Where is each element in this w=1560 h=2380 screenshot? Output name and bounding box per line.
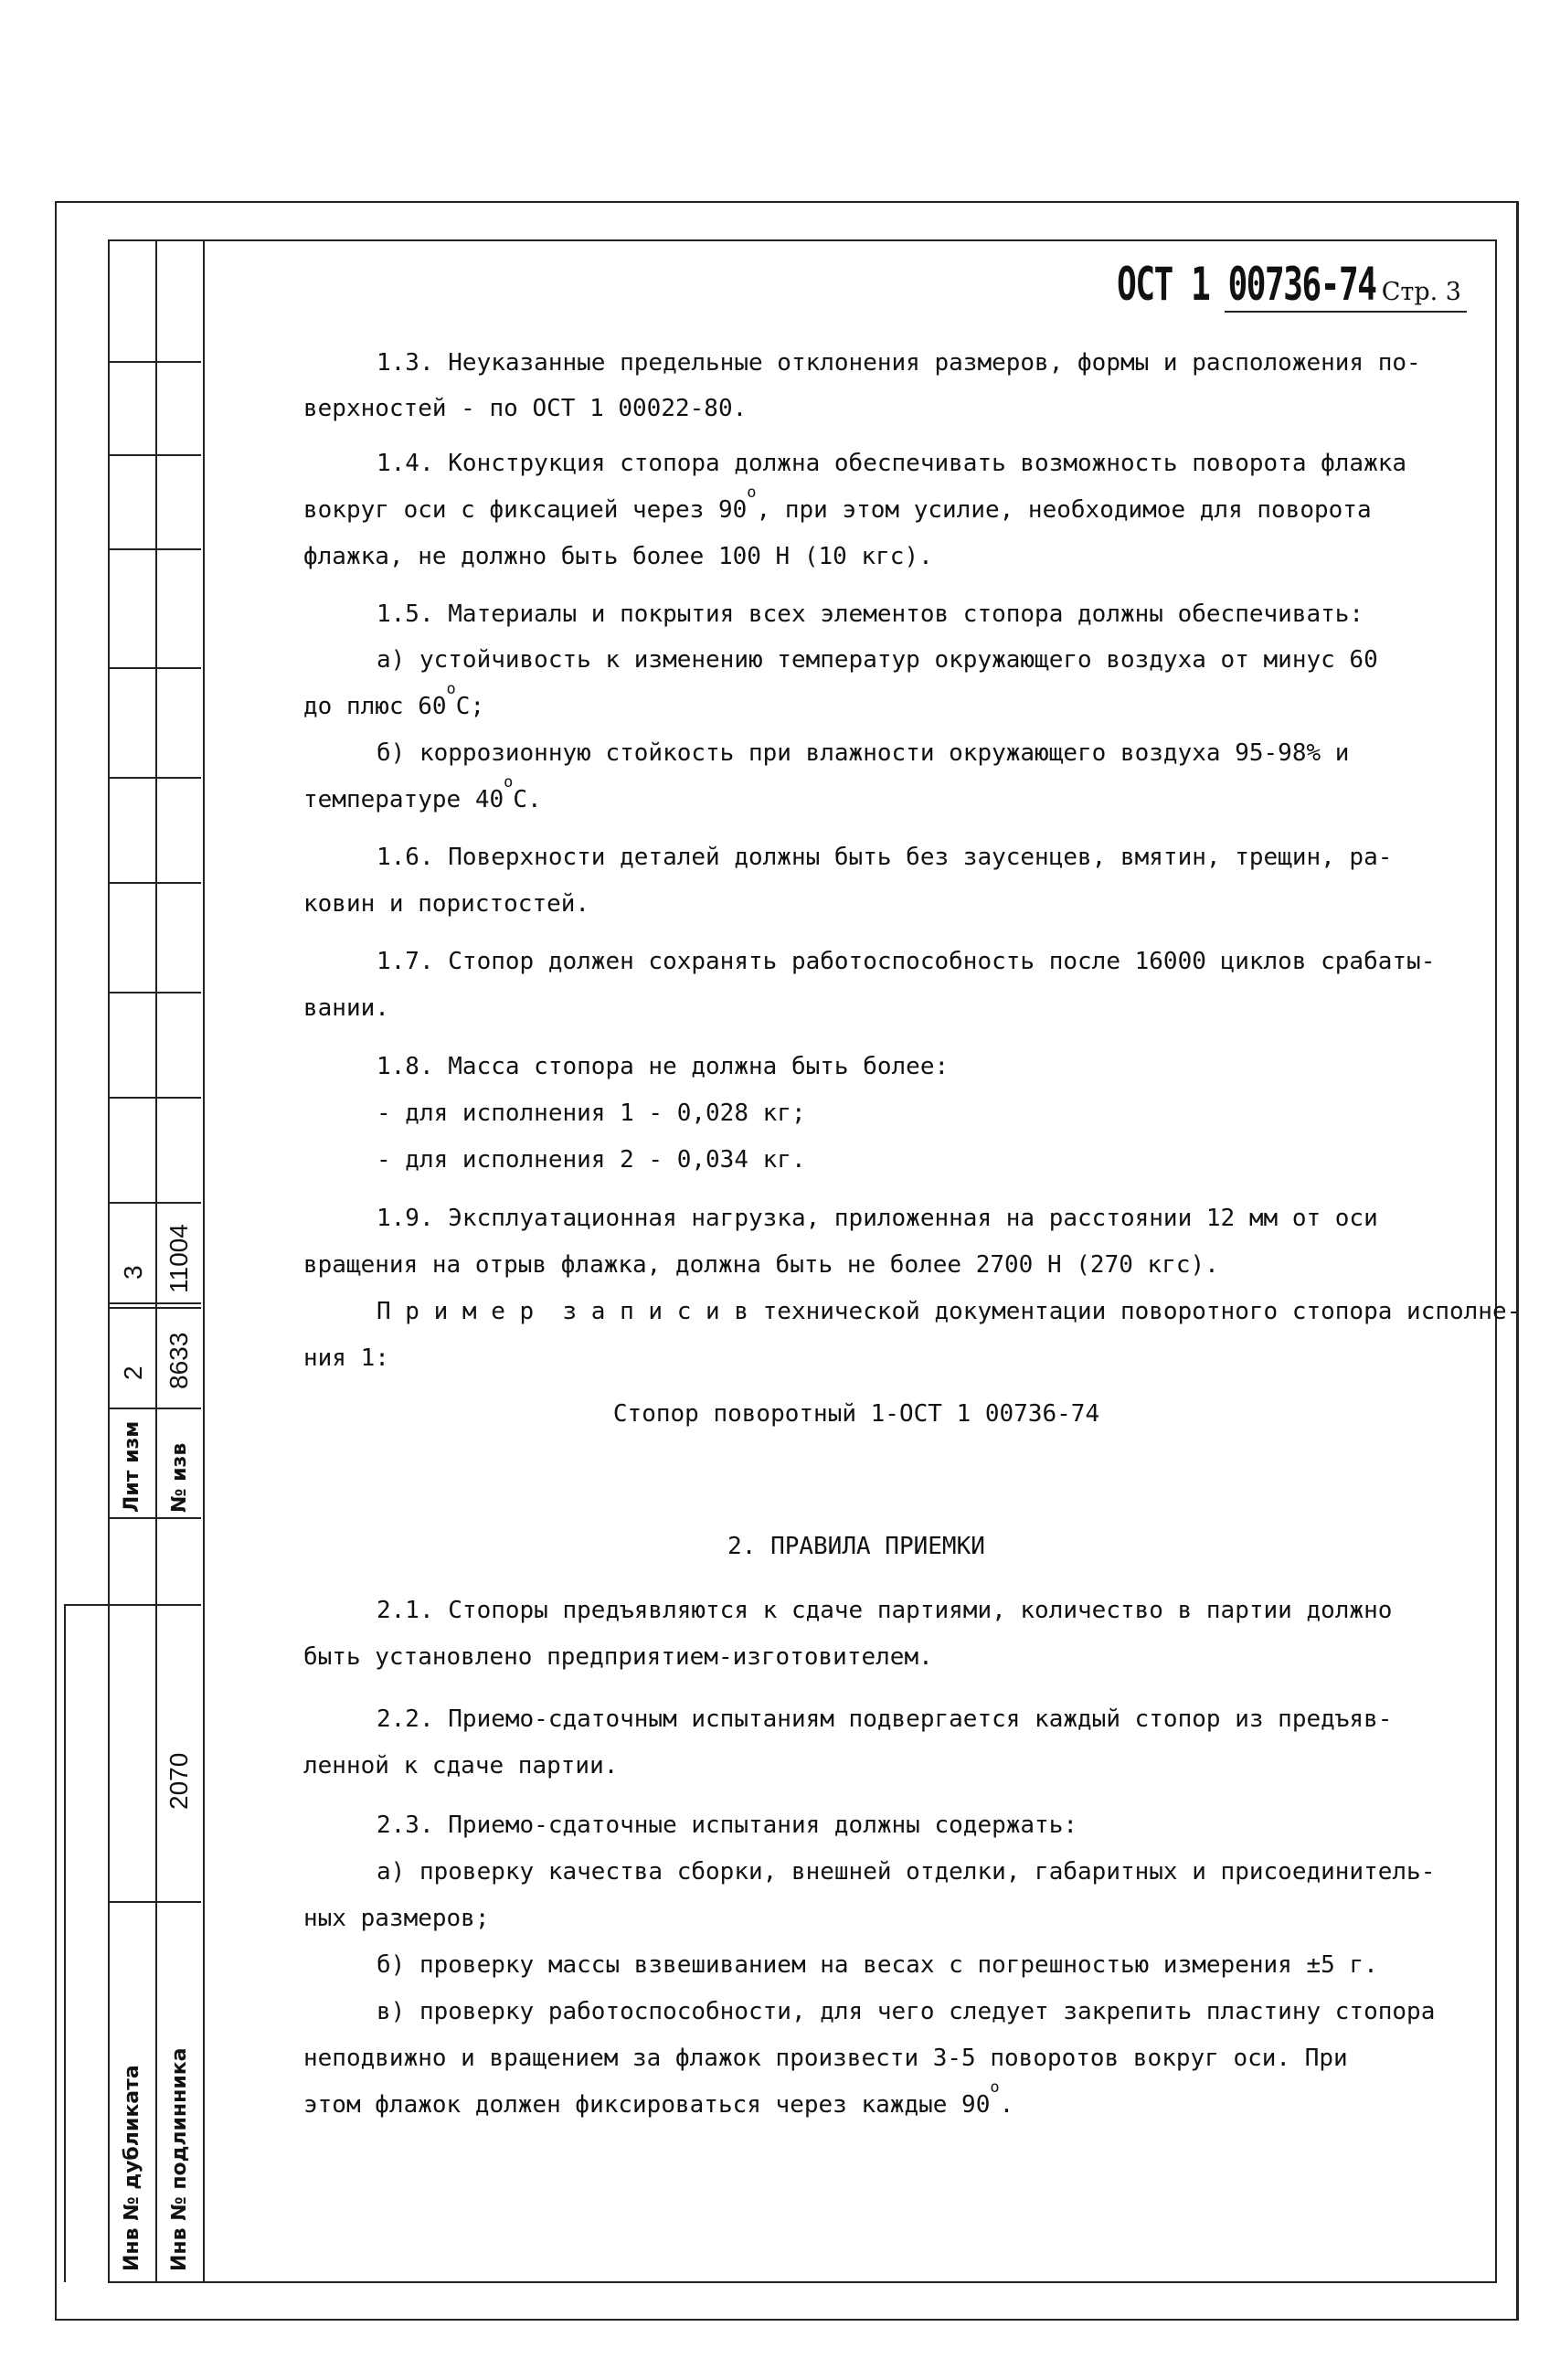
side-divider [110,454,201,456]
side-divider [110,992,201,993]
side-divider [110,1901,201,1903]
text-line: до плюс 60$^o$С; [303,680,485,720]
side-val-8633: 8633 [164,1332,193,1389]
text-line: б) коррозионную стойкость при влажности окружающего воздуха 95-98% и [377,739,1350,767]
text-line: а) проверку качества сборки, внешней отделки, габаритных и присоединитель- [377,1858,1436,1886]
side-label-dup: Инв № дубликата [121,2065,143,2271]
para-2-1: 2.1. Стопоры предъявляются к сдаче партиями, количество в партии должно [377,1597,1393,1624]
header-underline [1225,311,1467,313]
text-line: - для исполнения 1 - 0,028 кг; [377,1100,806,1127]
side-divider [110,667,201,669]
side-divider [110,1307,201,1309]
side-divider [110,1202,201,1204]
side-label-lit-izm: Лит изм [121,1420,143,1513]
text-line: а) устойчивость к изменению температур окружающего воздуха от минус 60 [377,646,1378,674]
example-designation: Стопор поворотный 1-ОСТ 1 00736-74 [612,1400,1100,1428]
text-line: ленной к сдаче партии. [303,1752,619,1780]
text-line: ния 1: [303,1344,389,1372]
side-divider [110,1408,201,1409]
para-1-6: 1.6. Поверхности деталей должны быть без заусенцев, вмятин, трещин, ра- [377,844,1393,871]
text-line: флажка, не должно быть более 100 Н (10 кгс). [303,543,933,570]
text-line: быть установлено предприятием-изготовителем. [303,1643,933,1671]
text-line: верхностей - по ОСТ 1 00022-80. [303,395,748,422]
side-divider [110,1302,201,1304]
para-1-3: 1.3. Неуказанные предельные отклонения размеров, формы и расположения по- [377,349,1421,377]
side-val-2070: 2070 [164,1752,193,1810]
text-line: температуре 40$^o$С. [303,773,542,813]
side-column-a [108,239,157,2283]
side-divider [110,1604,201,1606]
standard-code: ОСТ 1 00736-74 [1117,258,1376,311]
side-val-11004: 11004 [164,1224,193,1293]
side-divider [110,548,201,550]
text-line: - для исполнения 2 - 0,034 кг. [377,1146,806,1174]
para-2-2: 2.2. Приемо-сдаточным испытаниям подвергается каждый стопор из предъяв- [377,1705,1393,1733]
side-divider [110,1097,201,1099]
page-header [1016,258,1461,311]
text-line: вокруг оси с фиксацией через 90$^o$, при этом усилие, необходимое для поворота [303,483,1372,524]
para-1-7: 1.7. Стопор должен сохранять работоспособность после 16000 циклов срабаты- [377,948,1436,975]
text-line: вании. [303,994,389,1022]
side-divider [110,361,201,363]
page-number: Стр. 3 [1381,278,1461,306]
para-2-3: 2.3. Приемо-сдаточные испытания должны содержать: [377,1812,1078,1839]
para-1-9: 1.9. Эксплуатационная нагрузка, приложенная на расстоянии 12 мм от оси [377,1205,1378,1232]
text-line: в) проверку работоспособности, для чего следует закрепить пластину стопора [377,1998,1436,2025]
example-intro: П р и м е р з а п и с и в технической документации поворотного стопора исполне- [377,1298,1522,1325]
section-2-heading: 2. ПРАВИЛА ПРИЕМКИ [727,1533,985,1560]
para-1-5: 1.5. Материалы и покрытия всех элементов стопора должны обеспечивать: [377,600,1364,628]
side-divider [110,777,201,779]
text-line: неподвижно и вращением за флажок произвести 3-5 поворотов вокруг оси. При [303,2045,1348,2072]
text-line: ных размеров; [303,1905,490,1932]
dup-block-frame [64,1604,113,2282]
side-label-no-izv: № изв [168,1442,191,1513]
para-1-4: 1.4. Конструкция стопора должна обеспечивать возможность поворота флажка [377,450,1407,477]
side-val-3: 3 [119,1265,147,1280]
text-line: этом флажок должен фиксироваться через каждые 90$^o$. [303,2078,1014,2119]
text-line: ковин и пористостей. [303,890,590,918]
text-line: б) проверку массы взвешиванием на весах с погрешностью измерения ±5 г. [377,1951,1378,1979]
side-divider [110,882,201,884]
para-1-8: 1.8. Масса стопора не должна быть более: [377,1053,950,1080]
side-divider [110,1517,201,1519]
side-label-orig: Инв № подлинника [168,2047,191,2271]
text-line: вращения на отрыв флажка, должна быть не более 2700 Н (270 кгс). [303,1251,1219,1279]
side-val-2: 2 [119,1365,147,1380]
